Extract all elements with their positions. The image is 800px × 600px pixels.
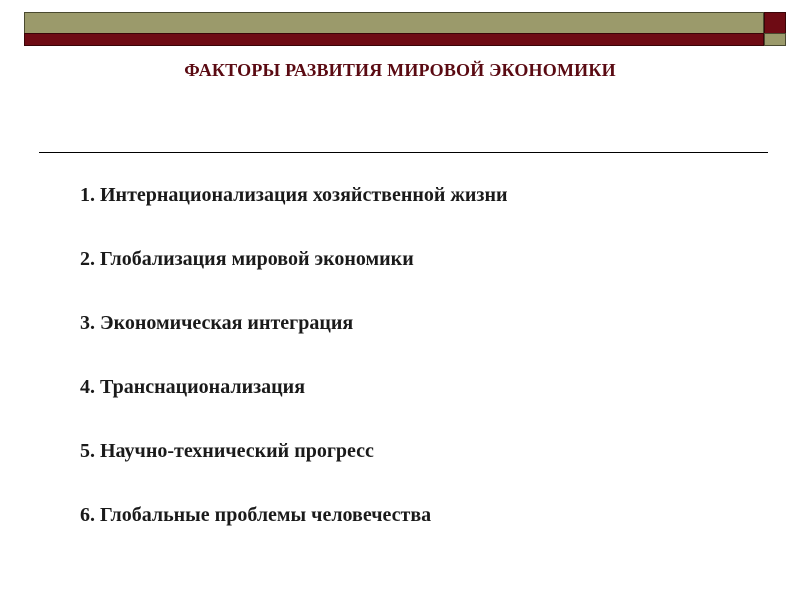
factor-item-2: 2. Глобализация мировой экономики xyxy=(80,248,414,270)
header-bar-olive xyxy=(24,12,764,34)
factor-item-4: 4. Транснационализация xyxy=(80,376,306,398)
title-divider xyxy=(39,152,768,153)
factor-item-6: 6. Глобальные проблемы человечества xyxy=(80,504,432,526)
factor-list xyxy=(80,182,508,566)
header-square-olive xyxy=(764,33,786,46)
factor-item-1: 1. Интернационализация хозяйственной жизни xyxy=(80,184,508,206)
header-bar-maroon xyxy=(24,33,764,46)
slide-title: ФАКТОРЫ РАЗВИТИЯ МИРОВОЙ ЭКОНОМИКИ xyxy=(184,60,616,80)
factor-item-3: 3. Экономическая интеграция xyxy=(80,312,354,334)
factor-item-5: 5. Научно-технический прогресс xyxy=(80,440,374,462)
header-square-maroon xyxy=(764,12,786,34)
